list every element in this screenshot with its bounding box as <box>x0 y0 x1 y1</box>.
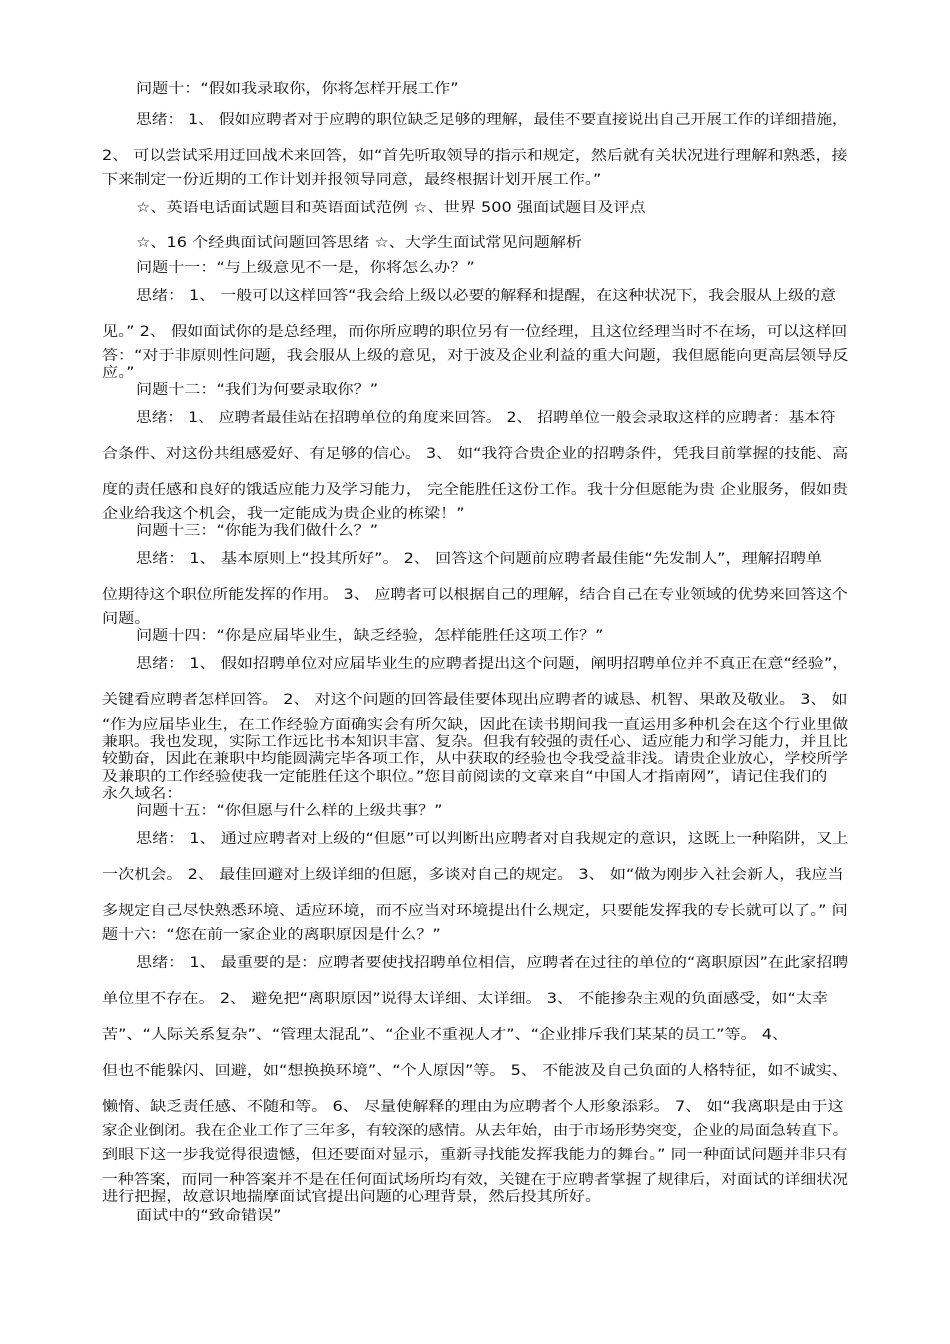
question-14-answer-line: 永久域名： <box>102 786 183 802</box>
question-13-title: 问题十三：“你能为我们做什么？” <box>136 523 379 539</box>
question-15-title: 问题十五：“你但愿与什么样的上级共事？” <box>136 803 443 819</box>
question-16-answer-line: 单位里不存在。 2、 避免把“离职原因”说得太详细、太详细。 3、 不能掺杂主观的负面感受，如“太幸 <box>102 991 829 1007</box>
related-links-line: ☆、16 个经典面试问题回答思绪 ☆、大学生面试常见问题解析 <box>136 235 583 251</box>
section-heading-fatal-errors: 面试中的“致命错误” <box>136 1208 282 1224</box>
question-14-answer-line: “作为应届毕业生，在工作经验方面确实会有所欠缺，因此在读书期间我一直运用多种机会在这个行业里做 <box>102 717 849 733</box>
question-12-answer-line: 合条件、对这份共组感爱好、有足够的信心。 3、 如“我符合贵企业的招聘条件，凭我目前掌握的技能、高 <box>102 446 849 462</box>
question-12-answer-line: 企业给我这个机会，我一定能成为贵企业的栋梁！” <box>102 506 465 522</box>
question-11-answer-line: 答：“对于非原则性问题，我会服从上级的意见，对于波及企业利益的重大问题，我但愿能向更高层领导反 <box>102 348 849 364</box>
question-10-answer-line: 下来制定一份近期的工作计划并报领导同意，最终根据计划开展工作。” <box>102 172 602 188</box>
question-13-answer-line: 位期待这个职位所能发挥的作用。 3、 应聘者可以根据自己的理解，结合自己在专业领域的优势来回答这个 <box>102 587 848 603</box>
question-16-answer-line: 到眼下这一步我觉得很遗憾，但还要面对显示，重新寻找能发挥我能力的舞台。” 同一种面试问题并非只有 <box>102 1147 848 1163</box>
question-14-answer-line: 兼职。我也发现，实际工作远比书本知识丰富、复杂。但我有较强的责任心、适应能力和学习能力，并且比 <box>102 734 848 750</box>
question-11-title: 问题十一：“与上级意见不一是，你将怎么办？” <box>136 260 475 276</box>
question-16-answer-line: 苦”、“人际关系复杂”、“管理太混乱”、“企业不重视人才”、“企业排斥我们某某的员工”等。 4、 <box>102 1027 789 1043</box>
question-16-answer-line: 懒惰、缺乏责任感、不随和等。 6、 尽量使解释的理由为应聘者个人形象添彩。 7、 如“我离职是由于这 <box>102 1099 844 1115</box>
question-11-answer-line: 应。” <box>102 365 135 381</box>
question-13-answer-line: 问题。 <box>102 611 151 627</box>
question-14-answer-line: 关键看应聘者怎样回答。 2、 对这个问题的回答最佳要体现出应聘者的诚恳、机智、果敢及敬业。 3、 如 <box>102 692 848 708</box>
question-12-answer-line: 思绪： 1、 应聘者最佳站在招聘单位的角度来回答。 2、 招聘单位一般会录取这样的应聘者：基本符 <box>136 410 836 426</box>
question-12-answer-line: 度的责任感和良好的饿适应能力及学习能力， 完全能胜任这份工作。我十分但愿能为贵 企业服务，假如贵 <box>102 482 848 498</box>
question-10-answer-line: 2、 可以尝试采用迂回战术来回答，如“首先听取领导的指示和规定，然后就有关状况进行理解和熟悉，接 <box>102 148 848 164</box>
question-16-answer-line: 家企业倒闭。我在企业工作了三年多，有较深的感情。从去年始，由于市场形势突变，企业的局面急转直下。 <box>102 1123 849 1139</box>
question-14-answer-line: 思绪： 1、 假如招聘单位对应届毕业生的应聘者提出这个问题，阐明招聘单位并不真正在意“经验”， <box>136 656 849 672</box>
question-10-answer-line: 思绪： 1、 假如应聘者对于应聘的职位缺乏足够的理解，最佳不要直接说出自己开展工作的详细措施， <box>136 112 848 128</box>
question-16-answer-line: 一种答案，而同一种答案并不是在任何面试场所均有效，关键在于应聘者掌握了规律后，对面试的详细状况 <box>102 1172 848 1188</box>
question-15-answer-line: 多规定自己尽快熟悉环境、适应环境，而不应当对环境提出什么规定，只要能发挥我的专长就可以了。” 问 <box>102 903 848 919</box>
question-15-answer-line: 一次机会。 2、 最佳回避对上级详细的但愿，多谈对自己的规定。 3、 如“做为刚步入社会新人，我应当 <box>102 867 844 883</box>
question-15-answer-line: 思绪： 1、 通过应聘者对上级的“但愿”可以判断出应聘者对自我规定的意识，这既上一种陷阱，又上 <box>136 831 849 847</box>
question-11-answer-line: 见。” 2、 假如面试你的是总经理，而你所应聘的职位另有一位经理，且这位经理当时不在场，可以这样回 <box>102 324 848 340</box>
question-12-title: 问题十二：“我们为何要录取你？” <box>136 382 379 398</box>
question-14-answer-line: 较勤奋，因此在兼职中均能圆满完毕各项工作，从中获取的经验也令我受益非浅。请贵企业放心，学校所学 <box>102 751 848 767</box>
question-10-title: 问题十：“假如我录取你，你将怎样开展工作” <box>136 81 459 97</box>
question-16-title: 题十六：“您在前一家企业的离职原因是什么？” <box>102 927 441 943</box>
question-13-answer-line: 思绪： 1、 基本原则上“投其所好”。 2、 回答这个问题前应聘者最佳能“先发制人”，理解招聘单 <box>136 551 823 567</box>
question-16-answer-line: 但也不能躲闪、回避，如“想换换环境”、“个人原因”等。 5、 不能波及自己负面的人格特征，如不诚实、 <box>102 1063 848 1079</box>
question-16-answer-line: 思绪： 1、 最重要的是：应聘者要使找招聘单位相信，应聘者在过往的单位的“离职原因”在此家招聘 <box>136 955 849 971</box>
related-links-line: ☆、英语电话面试题目和英语面试范例 ☆、世界 500 强面试题目及评点 <box>136 200 646 216</box>
question-14-title: 问题十四：“你是应届毕业生，缺乏经验，怎样能胜任这项工作？” <box>136 628 604 644</box>
question-16-answer-line: 进行把握，故意识地揣摩面试官提出问题的心理背景，然后投其所好。 <box>102 1189 602 1205</box>
question-14-answer-line: 及兼职的工作经验使我一定能胜任这个职位。”您目前阅读的文章来自“中国人才指南网”，请记住我们的 <box>102 769 828 785</box>
question-11-answer-line: 思绪： 1、 一般可以这样回答“我会给上级以必要的解释和提醒，在这种状况下，我会服从上级的意 <box>136 288 837 304</box>
